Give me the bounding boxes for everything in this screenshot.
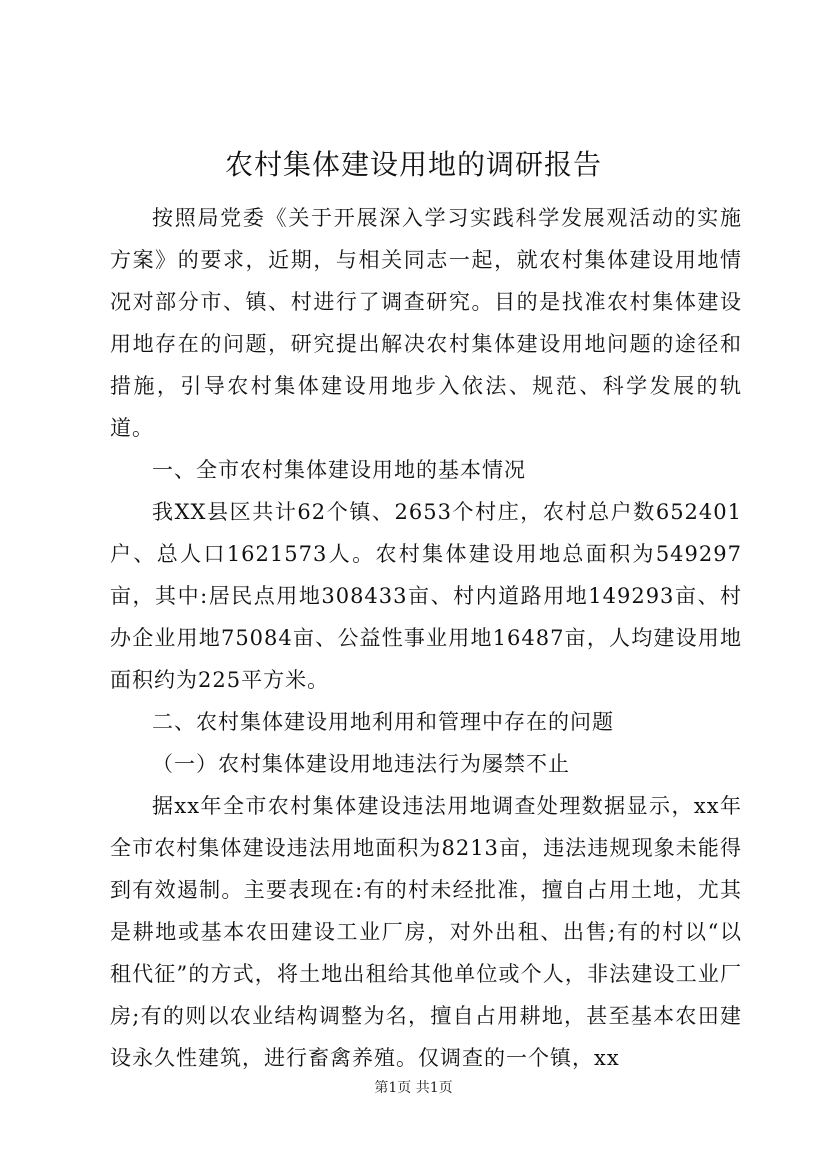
document-title: 农村集体建设用地的调研报告 xyxy=(224,148,602,181)
section-1-heading: 一、全市农村集体建设用地的基本情况 xyxy=(152,458,526,482)
document-body xyxy=(110,197,742,1079)
subsection-1-paragraph: 据xx年全市农村集体建设违法用地调查处理数据显示，xx年全市农村集体建设违法用地面积为8213亩，违法违规现象未能得到有效遏制。主要表现在:有的村未经批准，擅自占用土地，尤其是耕地或基本农田建设工业厂房，对外出租、出售;有的村以“以租代征”的方式，将土地出租给其他单位或个人，非法建设工业厂房;有的则以农业结构调整为名，擅自占用耕地，甚至基本农田建设永久性建筑，进行畜禽养殖。仅调查的一个镇，xx xyxy=(110,794,742,1070)
page-footer: 第1页 共1页 xyxy=(374,1080,453,1096)
section-2-heading: 二、农村集体建设用地利用和管理中存在的问题 xyxy=(152,710,614,734)
section-1-paragraph: 我XX县区共计62个镇、2653个村庄，农村总户数652401户、总人口1621573人。农村集体建设用地总面积为549297亩，其中:居民点用地308433亩、村内道路用地149293亩、村办企业用地75084亩、公益性事业用地16487亩，人均建设用地面积约为225平方米。 xyxy=(110,500,742,692)
intro-paragraph: 按照局党委《关于开展深入学习实践科学发展观活动的实施方案》的要求，近期，与相关同志一起，就农村集体建设用地情况对部分市、镇、村进行了调查研究。目的是找准农村集体建设用地存在的问题，研究提出解决农村集体建设用地问题的途径和措施，引导农村集体建设用地步入依法、规范、科学发展的轨道。 xyxy=(110,206,742,440)
subsection-1-heading: （一）农村集体建设用地违法行为屡禁不止 xyxy=(152,752,570,776)
